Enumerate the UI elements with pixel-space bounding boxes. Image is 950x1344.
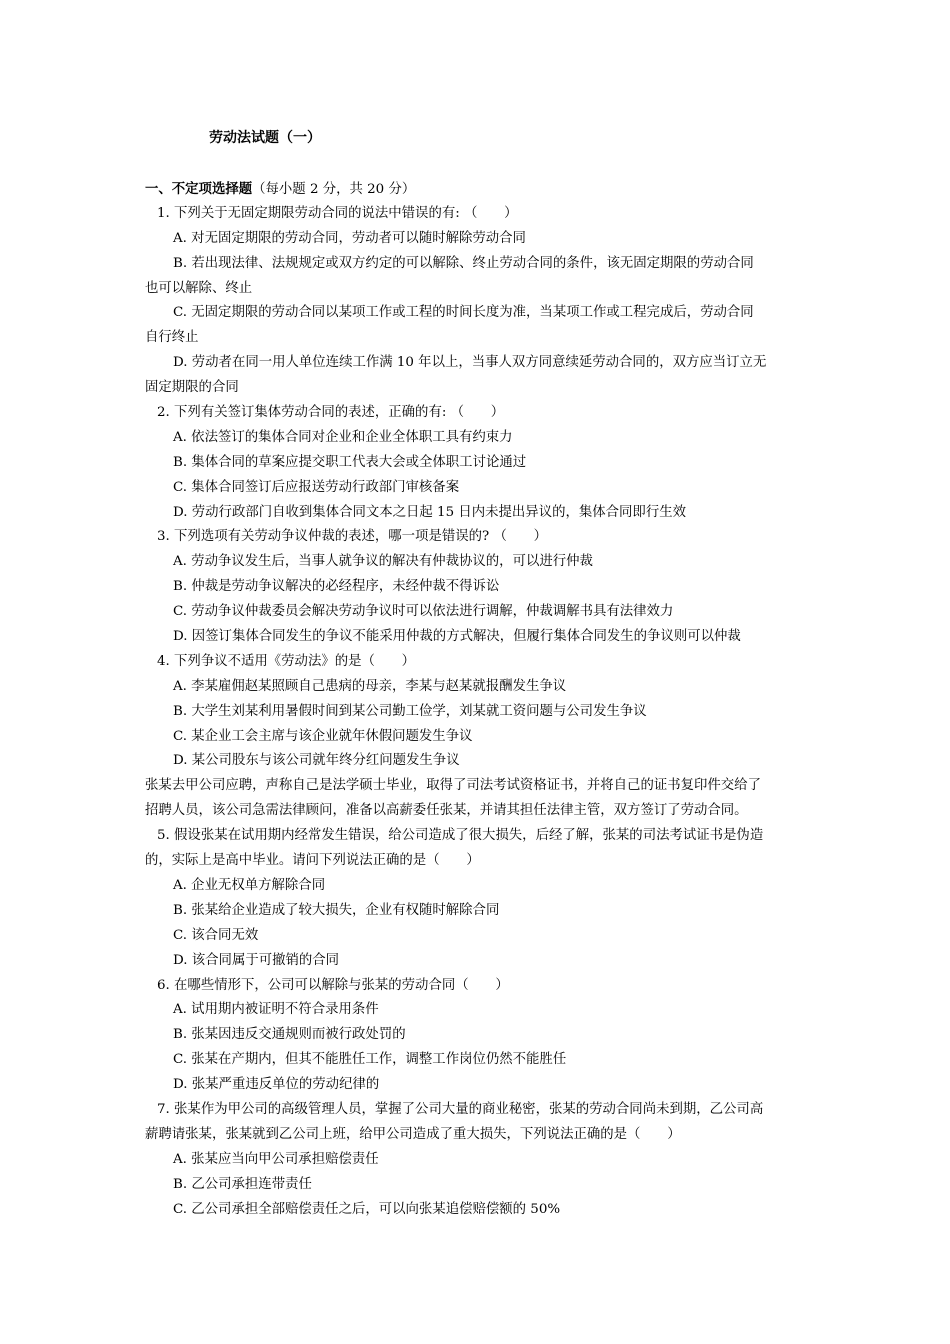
option-line: C. 劳动争议仲裁委员会解决劳动争议时可以依法进行调解，仲裁调解书具有法律效力: [173, 604, 674, 620]
document-title: 劳动法试题（一）: [209, 130, 321, 146]
text-line: 招聘人员，该公司急需法律顾问，准备以高薪委任张某，并请其担任法律主管，双方签订了劳动合同。: [145, 803, 748, 819]
section-heading-note: （每小题 2 分，共 20 分）: [252, 182, 416, 197]
option-line: C. 该合同无效: [173, 927, 259, 943]
text-line: 的，实际上是高中毕业。请问下列说法正确的是（ ）: [145, 853, 480, 869]
option-line: A. 李某雇佣赵某照顾自己患病的母亲，李某与赵某就报酬发生争议: [173, 678, 567, 694]
text-line: 也可以解除、终止: [145, 280, 253, 296]
option-line: D. 因签订集体合同发生的争议不能采用仲裁的方式解决，但履行集体合同发生的争议则可以仲裁: [173, 629, 741, 645]
option-line: B. 仲裁是劳动争议解决的必经程序，未经仲裁不得诉讼: [173, 579, 500, 595]
option-line: C. 张某在产期内，但其不能胜任工作，调整工作岗位仍然不能胜任: [173, 1052, 567, 1068]
option-line: B. 张某因违反交通规则而被行政处罚的: [173, 1027, 406, 1043]
option-line: B. 乙公司承担连带责任: [173, 1176, 312, 1192]
question-line: 7. 张某作为甲公司的高级管理人员，掌握了公司大量的商业秘密，张某的劳动合同尚未到期，乙公司高: [157, 1101, 764, 1117]
option-line: C. 无固定期限的劳动合同以某项工作或工程的时间长度为准，当某项工作或工程完成后，劳动合同: [173, 305, 754, 321]
option-line: A. 张某应当向甲公司承担赔偿责任: [173, 1151, 379, 1167]
option-line: D. 劳动者在同一用人单位连续工作满 10 年以上，当事人双方同意续延劳动合同的，双方应当订立无: [173, 355, 767, 371]
option-line: D. 该合同属于可撤销的合同: [173, 952, 340, 968]
option-line: B. 张某给企业造成了较大损失，企业有权随时解除合同: [173, 902, 500, 918]
section-heading-bold: 一、不定项选择题: [145, 181, 253, 197]
document-body: [145, 177, 810, 1222]
question-line: 2. 下列有关签订集体劳动合同的表述，正确的有: （ ）: [157, 405, 505, 421]
option-line: A. 对无固定期限的劳动合同，劳动者可以随时解除劳动合同: [173, 230, 526, 246]
text-line: 自行终止: [145, 330, 199, 346]
option-line: D. 张某严重违反单位的劳动纪律的: [173, 1077, 380, 1093]
text-line: 薪聘请张某，张某就到乙公司上班，给甲公司造成了重大损失，下列说法正确的是（ ）: [145, 1126, 681, 1142]
option-line: B. 集体合同的草案应提交职工代表大会或全体职工讨论通过: [173, 454, 527, 470]
option-line: D. 某公司股东与该公司就年终分红问题发生争议: [173, 753, 460, 769]
option-line: A. 企业无权单方解除合同: [173, 877, 326, 893]
option-line: C. 集体合同签订后应报送劳动行政部门审核备案: [173, 479, 460, 495]
question-line: 4. 下列争议不适用《劳动法》的是（ ）: [157, 653, 416, 669]
question-line: 3. 下列选项有关劳动争议仲裁的表述，哪一项是错误的? （ ）: [157, 529, 548, 545]
option-line: B. 大学生刘某利用暑假时间到某公司勤工俭学，刘某就工资问题与公司发生争议: [173, 703, 647, 719]
option-line: B. 若出现法律、法规规定或双方约定的可以解除、终止劳动合同的条件，该无固定期限的劳动合同: [173, 255, 754, 271]
option-line: C. 乙公司承担全部赔偿责任之后，可以向张某追偿赔偿额的 50%: [173, 1201, 561, 1217]
question-line: 6. 在哪些情形下，公司可以解除与张某的劳动合同（ ）: [157, 977, 509, 993]
text-line: 张某去甲公司应聘，声称自己是法学硕士毕业，取得了司法考试资格证书，并将自己的证书复印件交给了: [145, 778, 761, 794]
option-line: C. 某企业工会主席与该企业就年休假问题发生争议: [173, 728, 473, 744]
question-line: 5. 假设张某在试用期内经常发生错误，给公司造成了很大损失，后经了解，张某的司法考试证书是伪造: [157, 828, 764, 844]
section-heading: [145, 177, 810, 202]
question-line: 1. 下列关于无固定期限劳动合同的说法中错误的有: （ ）: [157, 205, 518, 221]
option-line: A. 试用期内被证明不符合录用条件: [173, 1002, 379, 1018]
option-line: D. 劳动行政部门自收到集体合同文本之日起 15 日内未提出异议的，集体合同即行生效: [173, 504, 686, 520]
option-line: A. 劳动争议发生后，当事人就争议的解决有仲裁协议的，可以进行仲裁: [173, 554, 593, 570]
option-line: A. 依法签订的集体合同对企业和企业全体职工具有约束力: [173, 429, 513, 445]
text-line: 固定期限的合同: [145, 380, 239, 396]
